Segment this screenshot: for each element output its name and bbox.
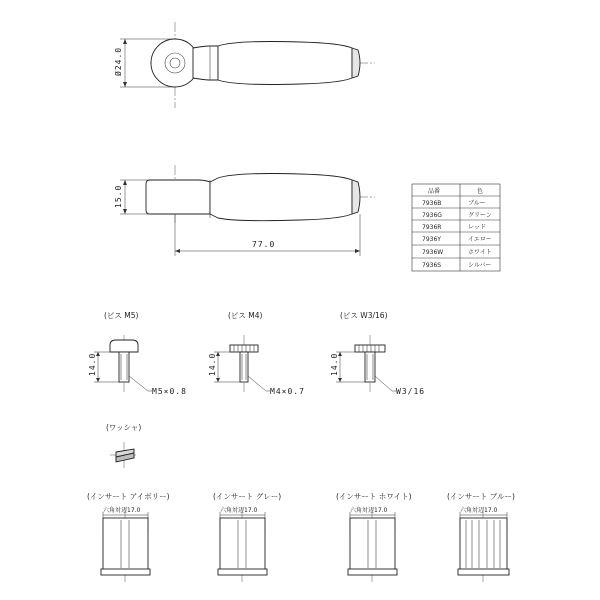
screw-w-head [355, 345, 385, 352]
length-arrow-left [175, 249, 180, 253]
height-arrow-down [123, 209, 127, 214]
screw-m5-length: 14.0 [88, 352, 97, 376]
length-arrow-right [355, 249, 360, 253]
insert-gray-base [218, 569, 267, 575]
insert-blue [447, 492, 515, 582]
table-cell-part: 7936G [422, 212, 442, 219]
table-cell-color: イエロー [468, 236, 492, 243]
side-body [210, 174, 352, 221]
height-label: 15.0 [114, 184, 123, 208]
length-label: 77.0 [252, 240, 276, 249]
screw-m4-leader [248, 376, 270, 391]
insert-ivory-hex: 六角対辺17.0 [103, 507, 141, 514]
table-cell-color: レッド [468, 224, 486, 231]
screw-m4 [208, 311, 305, 396]
screw-w-length: 14.0 [330, 352, 339, 376]
screw-m4-length: 14.0 [208, 352, 217, 376]
lever-side-view [114, 165, 375, 256]
insert-gray [213, 492, 281, 582]
lever-top-view [113, 22, 375, 108]
arrow-down [338, 378, 342, 382]
screw-w-label: (ビス W3/16) [340, 311, 388, 320]
table-cell-part: 7936W [422, 249, 444, 256]
screw-m5-thread-label: M5×0.8 [152, 387, 187, 396]
insert-ivory-label: (インサート アイボリー) [87, 492, 170, 501]
lever-body [218, 42, 352, 85]
insert-ivory-base [101, 569, 150, 575]
height-arrow-up [123, 180, 127, 185]
screw-m5-label: (ビス M5) [104, 311, 139, 320]
insert-white-label: (インサート ホワイト) [336, 492, 412, 501]
screw-m5-shank [119, 352, 129, 382]
screw-w-shank [365, 352, 375, 382]
table-cell-part: 7936S [422, 262, 442, 269]
arrow-down [216, 378, 220, 382]
washer-label: (ワッシャ) [106, 423, 142, 432]
arrow-down [96, 378, 100, 382]
washer [106, 423, 141, 468]
insert-blue-label: (インサート ブルー) [447, 492, 515, 501]
insert-white-hex: 六角対辺17.0 [350, 507, 388, 514]
table-cell-color: グリーン [468, 212, 492, 219]
arrow-down [123, 82, 127, 87]
table-cell-color: ブルー [468, 200, 486, 207]
screw-m5-head [110, 340, 138, 352]
screw-m4-thread-label: M4×0.7 [270, 387, 305, 396]
lever-end-cap [352, 48, 360, 78]
diameter-label: Ø24.0 [114, 46, 123, 76]
lever-neck [193, 46, 218, 80]
screw-m4-shank [240, 352, 248, 382]
side-end-cap [352, 180, 360, 214]
insert-white [336, 492, 412, 582]
insert-white-body [350, 518, 395, 573]
side-hub [146, 180, 210, 214]
insert-gray-body [220, 518, 265, 573]
table-header-color: 色 [477, 188, 484, 195]
insert-gray-label: (インサート グレー) [213, 492, 282, 501]
part-number-table [412, 184, 500, 271]
arrow-up [123, 39, 127, 44]
table-cell-color: シルバー [468, 262, 492, 269]
screw-w [330, 311, 425, 396]
hub-circle [151, 39, 199, 87]
insert-gray-hex: 六角対辺17.0 [220, 507, 258, 514]
screw-m5 [88, 311, 187, 396]
screw-w-thread-label: W3/16 [396, 387, 426, 396]
table-cell-part: 7936R [422, 224, 442, 231]
table-cell-color: ホワイト [468, 249, 492, 256]
insert-ivory-body [103, 518, 148, 573]
screw-m5-leader [129, 376, 152, 391]
screw-w-leader [375, 376, 396, 391]
table-header-part: 品番 [428, 188, 441, 195]
insert-blue-hex: 六角対辺17.0 [460, 507, 498, 514]
insert-white-base [348, 569, 397, 575]
table-cell-part: 7936Y [422, 236, 441, 243]
table-cell-part: 7936B [422, 200, 442, 207]
insert-blue-base [458, 569, 509, 575]
screw-m4-label: (ビス M4) [228, 311, 263, 320]
insert-ivory [87, 492, 170, 582]
